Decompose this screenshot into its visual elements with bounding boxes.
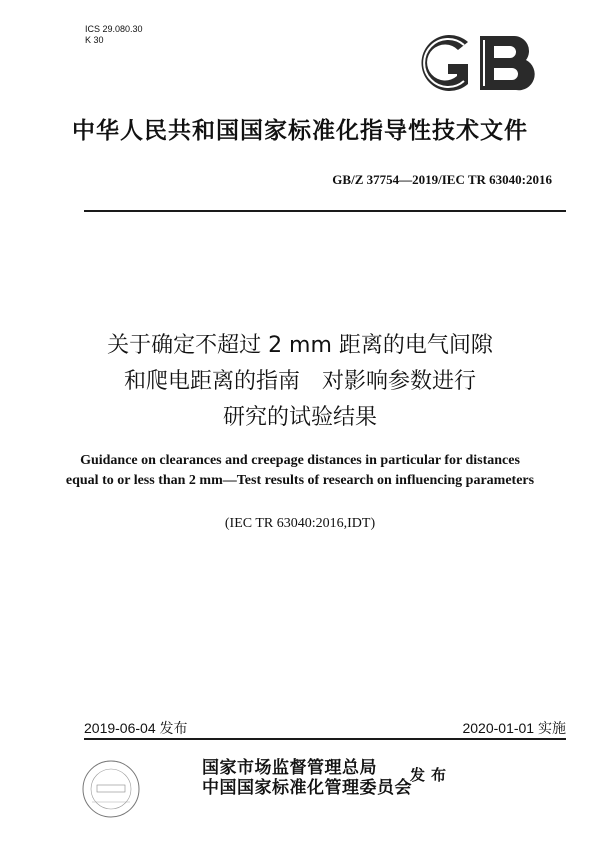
issuer-line-1: 国家市场监督管理总局: [202, 758, 377, 778]
title-zh-line-1: 关于确定不超过 2 mm 距离的电气间隙: [107, 333, 493, 358]
title-zh-line-2: 和爬电距离的指南 对影响参数进行: [123, 369, 476, 394]
series-title: 中华人民共和国国家标准化指导性技术文件: [72, 118, 528, 144]
gb-logo: [410, 28, 550, 98]
anti-counterfeit-stamp: [80, 758, 142, 820]
title-zh-line-3: 研究的试验结果: [222, 405, 377, 430]
implementation-date: 2020-01-01 实施: [462, 720, 566, 736]
standard-number: GB/Z 37754—2019/IEC TR 63040:2016: [332, 172, 552, 187]
class-code: K 30: [85, 35, 104, 45]
ics-code: ICS 29.080.30: [85, 24, 143, 34]
top-divider: [84, 210, 566, 212]
title-en-line-2: equal to or less than 2 mm—Test results of research on influencing parameters: [65, 473, 535, 488]
ics-block: [85, 24, 143, 46]
bottom-divider: [84, 738, 566, 740]
title-en-line-1: Guidance on clearances and creepage distances in particular for distances: [80, 453, 520, 468]
release-label: 发布: [410, 766, 453, 784]
adoption-note: (IEC TR 63040:2016,IDT): [224, 516, 376, 531]
issue-date: 2019-06-04 发布: [84, 720, 188, 736]
issuer-line-2: 中国国家标准化管理委员会: [202, 778, 412, 798]
